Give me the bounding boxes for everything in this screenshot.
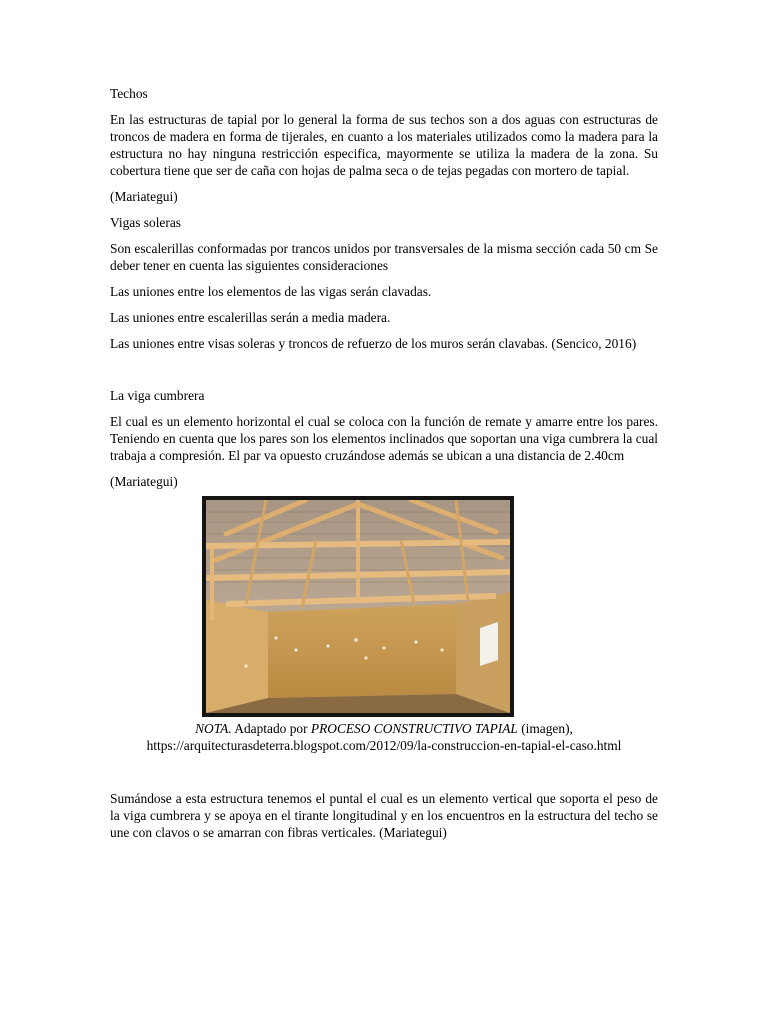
heading-techos: Techos bbox=[110, 86, 148, 101]
caption-title: PROCESO CONSTRUCTIVO TAPIAL bbox=[310, 721, 518, 736]
citation-cumbrera: (Mariategui) bbox=[110, 474, 178, 489]
document-body bbox=[110, 85, 658, 850]
caption-url: https://arquitecturasdeterra.blogspot.com/2012/09/la-construccion-en-tapial-el-caso.html bbox=[146, 738, 622, 753]
citation-techos: (Mariategui) bbox=[110, 189, 178, 204]
rule-item: Las uniones entre escalerillas serán a media madera. bbox=[110, 310, 391, 325]
figure-caption bbox=[110, 720, 658, 754]
caption-type: (imagen), bbox=[521, 721, 573, 736]
paragraph-viga-cumbrera: El cual es un elemento horizontal el cual se coloca con la función de remate y amarre entre los pares. Teniendo en cuenta que los pares son los elementos inclinados que soportan una viga cumbrera la cual trabaja a compresión. El par va opuesto cruzándose además se ubican a una distancia de 2.40cm bbox=[110, 414, 658, 463]
rule-item: Las uniones entre los elementos de las vigas serán clavadas. bbox=[110, 284, 432, 299]
roof-truss-illustration bbox=[206, 500, 510, 713]
heading-vigas-soleras: Vigas soleras bbox=[110, 215, 181, 230]
rule-item: Las uniones entre visas soleras y troncos de refuerzo de los muros serán clavabas. (Sencico, 2016) bbox=[110, 336, 637, 351]
paragraph-puntal: Sumándose a esta estructura tenemos el puntal el cual es un elemento vertical que soporta el peso de la viga cumbrera y se apoya en el tirante longitudinal y en los encuentros en la estructura del techo se une con clavos o se amarran con fibras verticales. (Mariategui) bbox=[110, 791, 658, 840]
caption-line bbox=[110, 720, 658, 737]
roof-structure-photo bbox=[202, 496, 514, 717]
spacer bbox=[110, 361, 658, 387]
paragraph-techos: En las estructuras de tapial por lo general la forma de sus techos son a dos aguas con estructuras de troncos de madera en forma de tijerales, en cuanto a los materiales utilizados como la madera para la estructura no hay ninguna restricción especifica, mayormente se utiliza la madera de la zona. Su cobertura tiene que ser de caña con hojas de palma seca o de tejas pegadas con mortero de tapial. bbox=[110, 112, 658, 178]
paragraph-vigas-soleras: Son escalerillas conformadas por trancos unidos por transversales de la misma sección cada 50 cm Se deber tener en cuenta las siguientes consideraciones bbox=[110, 241, 658, 273]
caption-adapted: Adaptado por bbox=[234, 721, 308, 736]
heading-viga-cumbrera: La viga cumbrera bbox=[110, 388, 205, 403]
caption-note: NOTA. bbox=[195, 721, 232, 736]
